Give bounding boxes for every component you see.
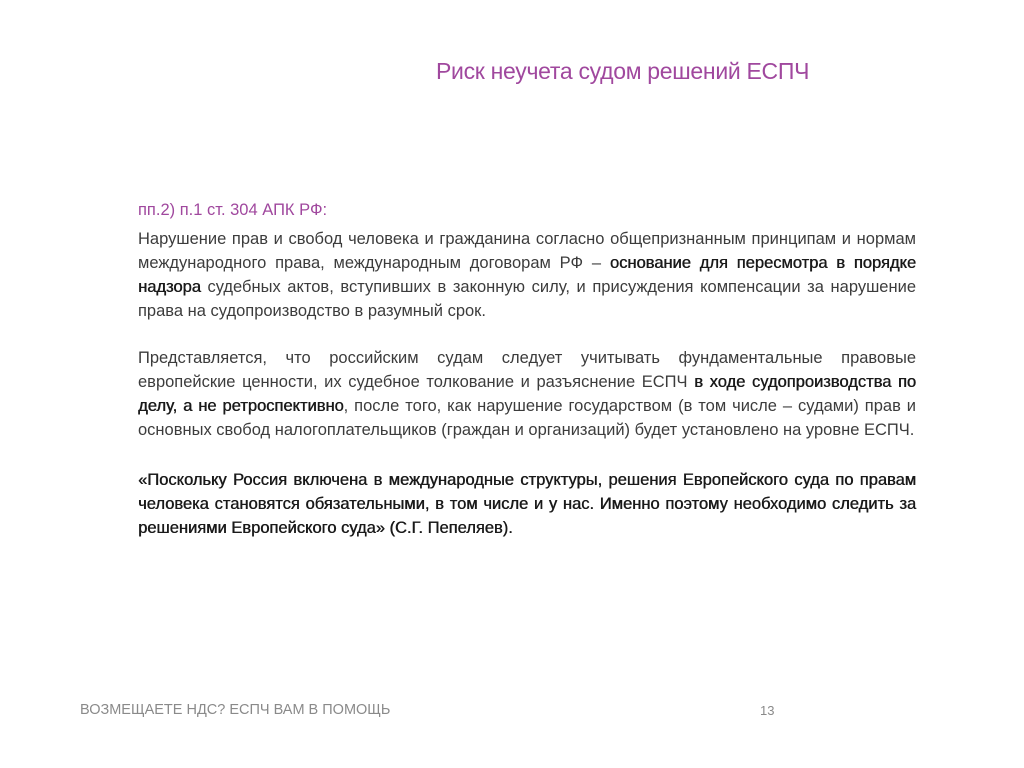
slide-content <box>138 198 916 540</box>
paragraph-court-recommendation <box>138 346 916 442</box>
slide-title: Риск неучета судом решений ЕСПЧ <box>436 58 810 84</box>
paragraph-1-text-b: судебных актов, вступивших в законную силу, и присуждения компенсации за нарушение права на судопроизводство в разумный срок. <box>138 278 916 320</box>
paragraph-2-text-a: Представляется, что российским судам следует учитывать фундаментальные правовые европейские ценности, их судебное толкование и разъяснение ЕСПЧ <box>138 349 916 391</box>
paragraph-1-emphasis: основание для пересмотра в порядке надзора <box>138 254 916 296</box>
paragraph-violation-grounds <box>138 227 916 323</box>
paragraph-1-text-a: Нарушение прав и свобод человека и гражданина согласно общепризнанным принципам и нормам международного права, международным договорам РФ – <box>138 230 916 272</box>
paragraph-2-emphasis: в ходе судопроизводства по делу, а не ретроспективно <box>138 373 916 415</box>
footer-title: ВОЗМЕЩАЕТЕ НДС? ЕСПЧ ВАМ В ПОМОЩЬ <box>80 702 391 718</box>
legal-reference: пп.2) п.1 ст. 304 АПК РФ: <box>138 201 328 219</box>
paragraph-2-text-b: , после того, как нарушение государством (в том числе – судами) прав и основных свобод налогоплательщиков (граждан и организаций) будет установлено на уровне ЕСПЧ. <box>138 397 916 439</box>
page-number: 13 <box>760 703 775 718</box>
quote-paragraph: «Поскольку Россия включена в международные структуры, решения Европейского суда по правам человека становятся обязательными, в том числе и у нас. Именно поэтому необходимо следить за решениями Европейского суда» (С.Г. Пепеляев). <box>138 471 916 537</box>
